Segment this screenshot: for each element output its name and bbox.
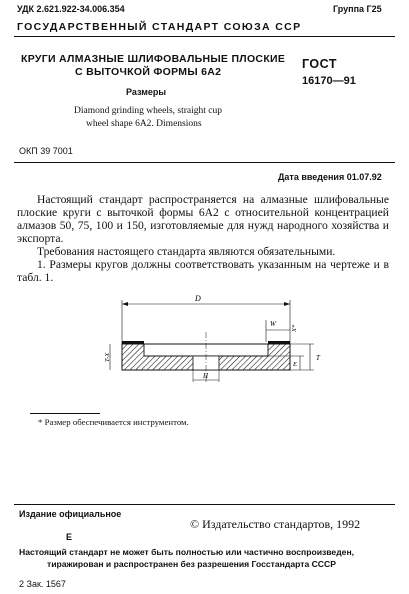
order-number: 2 Зак. 1567 xyxy=(19,579,66,589)
footer-rule xyxy=(14,504,395,505)
okp-code: ОКП 39 7001 xyxy=(19,146,73,156)
english-title-line-2: wheel shape 6A2. Dimensions xyxy=(86,119,202,129)
label-w: W xyxy=(270,320,276,328)
notice-line-1: Настоящий стандарт не может быть полностью или частично воспроизведен, xyxy=(19,547,355,557)
diamond-layer-right xyxy=(268,341,290,344)
udc-code: УДК 2.621.922-34.006.354 xyxy=(17,4,125,14)
okp-rule xyxy=(14,162,395,163)
label-e: E xyxy=(293,361,297,368)
banner-rule xyxy=(14,36,395,37)
english-title-line-1: Diamond grinding wheels, straight cup xyxy=(74,106,223,116)
subtitle: Размеры xyxy=(126,87,167,97)
group-code: Группа Г25 xyxy=(333,4,382,14)
title-line-1: КРУГИ АЛМАЗНЫЕ ШЛИФОВАЛЬНЫЕ ПЛОСКИЕ xyxy=(21,53,286,65)
official-edition: Издание официальное xyxy=(19,509,122,519)
footnote: * Размер обеспечивается инструментом. xyxy=(38,417,189,427)
label-d: D xyxy=(195,294,201,303)
gost-number: 16170—91 xyxy=(302,75,356,87)
title-line-2: С ВЫТОЧКОЙ ФОРМЫ 6А2 xyxy=(75,66,222,78)
diamond-layer-left xyxy=(122,341,144,344)
edition-letter: Е xyxy=(66,532,73,542)
effective-date: Дата введения 01.07.92 xyxy=(278,172,382,182)
standard-banner: ГОСУДАРСТВЕННЫЙ СТАНДАРТ СОЮЗА ССР xyxy=(17,21,302,33)
label-t-x: T-X xyxy=(104,352,111,362)
wheel-drawing xyxy=(100,292,325,388)
paragraph-scope: Настоящий стандарт распространяется на алмазные шлифовальные плоские круги с выточкой формы 6А2 с относительной концентрацией алмазов 50, 75, 100 и 150, изготовляемые для нужд народного хозяйства и экспорта. xyxy=(17,193,389,245)
gost-label: ГОСТ xyxy=(302,57,337,71)
notice-line-2: тиражирован и распространен без разрешения Госстандарта СССР xyxy=(47,559,336,569)
label-t: T xyxy=(316,354,320,362)
copyright: © Издательство стандартов, 1992 xyxy=(190,517,361,531)
footnote-rule xyxy=(30,413,100,414)
paragraph-dimensions: 1. Размеры кругов должны соответствовать указанным на чертеже и в табл. 1. xyxy=(17,258,389,284)
label-x: X* xyxy=(291,324,298,332)
label-h: H xyxy=(203,372,209,380)
paragraph-mandatory: Требования настоящего стандарта являются обязательными. xyxy=(37,245,336,258)
